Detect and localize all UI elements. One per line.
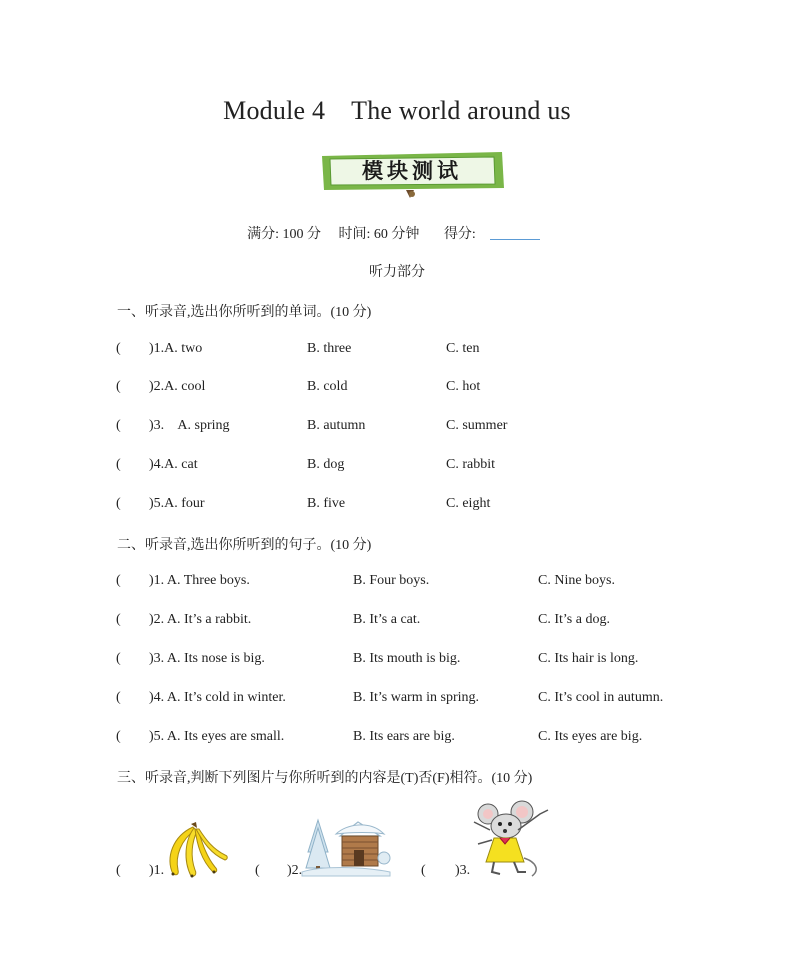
option-a: )2.A. cool [149, 379, 206, 394]
option-b: B. five [307, 496, 346, 511]
section-label: 听力部分 [369, 265, 425, 280]
option-c: C. Nine boys. [538, 573, 615, 588]
answer-paren[interactable]: ( [116, 729, 121, 744]
option-b: B. autumn [307, 418, 366, 433]
answer-paren[interactable]: ( [255, 863, 260, 878]
module-number: Module 4 [223, 96, 326, 125]
option-b: B. Its ears are big. [353, 729, 455, 744]
answer-paren[interactable]: ( [116, 863, 121, 878]
option-b: B. dog [307, 457, 345, 472]
picture-number: )2. [287, 863, 303, 878]
part3-heading: 三、听录音,判断下列图片与你所听到的内容是(T)否(F)相符。(10 分) [117, 771, 533, 786]
answer-paren[interactable]: ( [116, 612, 121, 627]
module-name: The world around us [351, 96, 571, 125]
answer-paren[interactable]: ( [116, 418, 121, 433]
option-c: C. summer [446, 418, 508, 433]
snowy-house-picture [300, 812, 392, 878]
option-b: B. Four boys. [353, 573, 430, 588]
full-marks: 满分: 100 分 [247, 227, 322, 242]
option-b: B. Its mouth is big. [353, 651, 461, 666]
answer-paren[interactable]: ( [116, 457, 121, 472]
option-b: B. It’s a cat. [353, 612, 421, 627]
answer-paren[interactable]: ( [116, 341, 121, 356]
option-c: C. Its hair is long. [538, 651, 639, 666]
option-a: )3. A. Its nose is big. [149, 651, 265, 666]
option-a: )1.A. two [149, 341, 203, 356]
badge-label: 模块测试 [362, 159, 462, 183]
option-b: B. cold [307, 379, 348, 394]
option-a: )1. A. Three boys. [149, 573, 250, 588]
option-b: B. It’s warm in spring. [353, 690, 479, 705]
answer-paren[interactable]: ( [421, 863, 426, 878]
score-field [437, 227, 547, 242]
option-a: )4.A. cat [149, 457, 198, 472]
answer-paren[interactable]: ( [116, 690, 121, 705]
bananas-picture [163, 818, 229, 878]
option-c: C. ten [446, 341, 480, 356]
picture-number: )3. [455, 863, 471, 878]
option-c: C. rabbit [446, 457, 495, 472]
option-a: )2. A. It’s a rabbit. [149, 612, 252, 627]
part2-heading: 二、听录音,选出你所听到的句子。(10 分) [117, 538, 372, 553]
option-a: )3. A. spring [149, 418, 230, 433]
option-c: C. eight [446, 496, 491, 511]
picture-number: )1. [149, 863, 165, 878]
option-a: )5.A. four [149, 496, 205, 511]
answer-paren[interactable]: ( [116, 379, 121, 394]
option-a: )5. A. Its eyes are small. [149, 729, 285, 744]
answer-paren[interactable]: ( [116, 573, 121, 588]
score-label: 得分: [443, 227, 476, 242]
option-c: C. It’s cool in autumn. [538, 690, 664, 705]
option-c: C. It’s a dog. [538, 612, 610, 627]
answer-paren[interactable]: ( [116, 651, 121, 666]
exam-info [0, 223, 794, 243]
mouse-picture [470, 800, 554, 880]
option-a: )4. A. It’s cold in winter. [149, 690, 286, 705]
page-title [0, 96, 794, 126]
score-blank[interactable] [490, 239, 540, 240]
time-limit: 时间: 60 分钟 [338, 227, 420, 242]
answer-paren[interactable]: ( [116, 496, 121, 511]
option-c: C. Its eyes are big. [538, 729, 643, 744]
option-b: B. three [307, 341, 352, 356]
option-c: C. hot [446, 379, 481, 394]
part1-heading: 一、听录音,选出你所听到的单词。(10 分) [117, 305, 372, 320]
